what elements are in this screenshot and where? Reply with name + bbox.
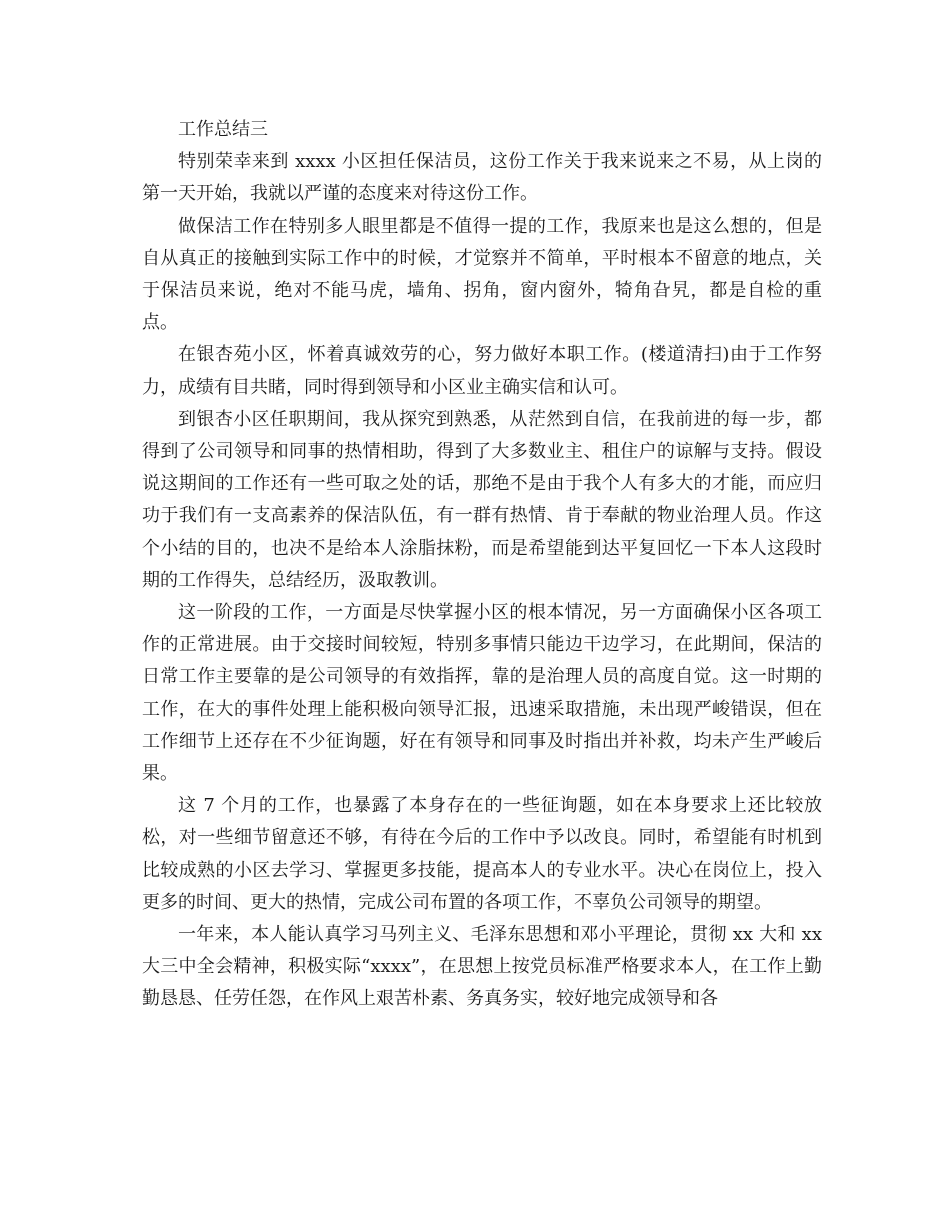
paragraph-1: 特别荣幸来到 xxxx 小区担任保洁员，这份工作关于我来说来之不易，从上岗的第一天开始，我就以严谨的态度来对待这份工作。: [142, 151, 822, 205]
paragraph-4: 到银杏小区任职期间，我从探究到熟悉，从茫然到自信，在我前进的每一步，都得到了公司领导和同事的热情相助，得到了大多数业主、租住户的谅解与支持。假设说这期间的工作还有一些可取之处的话，那绝不是由于我个人有多大的才能，而应归功于我们有一支高素养的保洁队伍，有一群有热情、肯于奉献的物业治理人员。作这个小结的目的，也决不是给本人涂脂抹粉，而是希望能到达平复回忆一下本人这段时期的工作得失，总结经历，汲取教训。: [142, 408, 822, 591]
document-title: 工作总结三: [178, 119, 268, 140]
paragraph-7: 一年来，本人能认真学习马列主义、毛泽东思想和邓小平理论，贯彻 xx 大和 xx 大三中全会精神，积极实际“xxxx”，在思想上按党员标准严格要求本人，在工作上勤勤恳恳、任劳任怨，在作风上艰苦朴素、务真务实，较好地完成领导和各: [142, 924, 822, 1010]
paragraph-5: 这一阶段的工作，一方面是尽快掌握小区的根本情况，另一方面确保小区各项工作的正常进展。由于交接时间较短，特别多事情只能边干边学习，在此期间，保洁的日常工作主要靠的是公司领导的有效指挥，靠的是治理人员的高度自觉。这一时期的工作，在大的事件处理上能积极向领导汇报，迅速采取措施，未出现严峻错误，但在工作细节上还存在不少征询题，好在有领导和同事及时指出并补救，均未产生严峻后果。: [142, 602, 822, 785]
paragraph-3: 在银杏苑小区，怀着真诚效劳的心，努力做好本职工作。(楼道清扫)由于工作努力，成绩有目共睹，同时得到领导和小区业主确实信和认可。: [142, 344, 822, 398]
document-body: [142, 114, 822, 1016]
paragraph-6: 这 7 个月的工作，也暴露了本身存在的一些征询题，如在本身要求上还比较放松，对一些细节留意还不够，有待在今后的工作中予以改良。同时，希望能有时机到比较成熟的小区去学习、掌握更多技能，提高本人的专业水平。决心在岗位上，投入更多的时间、更大的热情，完成公司布置的各项工作，不辜负公司领导的期望。: [142, 795, 822, 913]
paragraph-2: 做保洁工作在特别多人眼里都是不值得一提的工作，我原来也是这么想的，但是自从真正的接触到实际工作中的时候，才觉察并不简单，平时根本不留意的地点，关于保洁员来说，绝对不能马虎，墙角、拐角，窗内窗外，犄角旮旯，都是自检的重点。: [142, 215, 822, 334]
